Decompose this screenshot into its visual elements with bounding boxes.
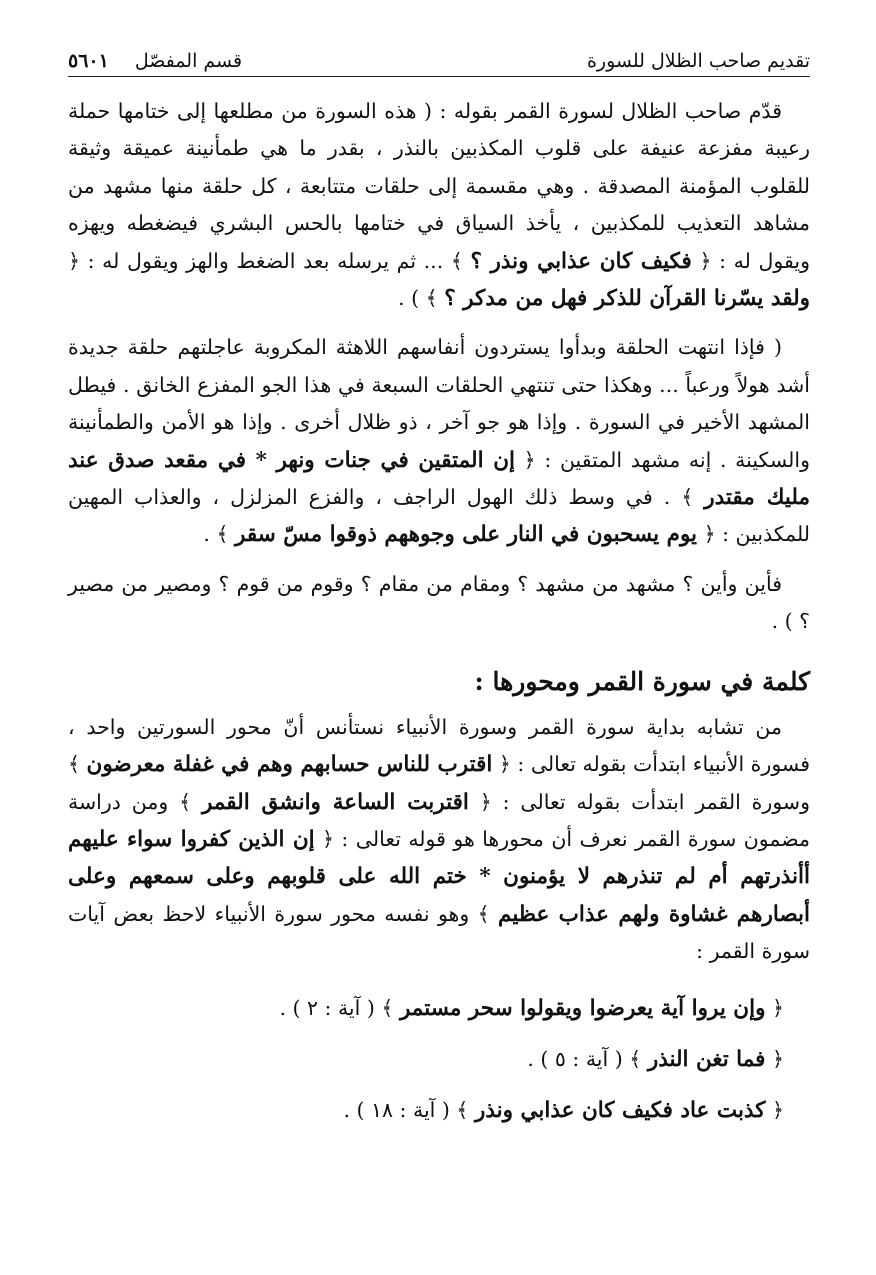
intro-paragraph-2 — [68, 329, 810, 553]
quran-quote: ولقد يسّرنا القرآن للذكر فهل من مدكر ؟ — [444, 286, 810, 312]
intro-text: ﴾ ... ثم يرسله بعد الضغط والهز ويقول له : ﴿ — [68, 248, 463, 273]
intro-text: ( فإذا انتهت الحلقة وبدأوا يستردون أنفاسهم اللاهثة المكروبة عاجلتهم حلقة جديدة أشد هولاً ورعباً ... وهكذا حتى تنتهي الحلقات السبعة في هذا الجو المفزع الخانق . فيطل المشهد الأخير في السورة . وإذا هو جو آخر ، ذو ظلال أخرى . وإذا هو الأمن والطمأنينة والسكينة . إنه مشهد المتقين : ﴿ — [68, 335, 810, 472]
ornate-bracket-close: ﴾ — [456, 1097, 469, 1122]
ornate-bracket-close: ﴾ — [381, 995, 394, 1020]
section-text: من تشابه بداية سورة القمر وسورة الأنبياء نستأنس أنّ محور السورتين واحد ، فسورة الأنبياء ابتدأت بقوله تعالى : ﴿ — [68, 714, 810, 777]
ornate-bracket-open: ﴿ — [771, 995, 784, 1020]
quran-quote: إن الذين كفروا سواء عليهم أأنذرتهم أم لم تنذرهم لا يؤمنون * ختم الله على قلوبهم وعلى سمعهم وعلى أبصارهم غشاوة ولهم عذاب عظيم — [68, 826, 810, 927]
verse-line — [68, 1085, 810, 1136]
ornate-bracket-open: ﴿ — [771, 1046, 784, 1071]
verse-text: فما تغن النذر — [647, 1046, 766, 1072]
verse-text: كذبت عاد فكيف كان عذابي ونذر — [474, 1097, 766, 1123]
intro-text: ﴾ . في وسط ذلك الهول الراجف ، والفزع المزلزل ، والعذاب المهين للمكذبين : ﴿ — [68, 485, 810, 547]
intro-paragraph-3 — [68, 566, 810, 641]
section-heading: كلمة في سورة القمر ومحورها : — [474, 666, 810, 696]
page-header — [68, 38, 810, 77]
section-name: قسم المفصّل — [134, 50, 243, 72]
intro-text: فأين وأين ؟ مشهد من مشهد ؟ ومقام من مقام ؟ وقوم من قوم ؟ ومصير من مصير ؟ ) . — [68, 571, 810, 634]
page-body — [68, 93, 810, 1136]
quran-quote: إن المتقين في جنات ونهر * في مقعد صدق عند مليك مقتدر — [68, 447, 810, 511]
page-number: ٥٦٠١ — [68, 50, 109, 72]
verse-ref: ( آية : ٢ ) . — [279, 995, 375, 1020]
section-text: ﴾ ومن دراسة مضمون سورة القمر نعرف أن محورها هو قوله تعالى : ﴿ — [68, 789, 810, 851]
verse-text: وإن يروا آية يعرضوا ويقولوا سحر مستمر — [399, 995, 766, 1021]
section-paragraph — [68, 709, 810, 971]
book-page — [68, 38, 810, 1136]
section-text: ﴾ وسورة القمر ابتدأت بقوله تعالى : ﴿ — [67, 752, 810, 814]
running-title: تقديم صاحب الظلال للسورة — [586, 50, 810, 72]
quran-quote: اقتربت الساعة وانشق القمر — [201, 789, 469, 815]
section-text: ﴾ وهو نفسه محور سورة الأنبياء لاحظ بعض آيات سورة القمر : — [68, 901, 810, 964]
intro-text: ﴾ . — [203, 522, 229, 547]
intro-text: قدّم صاحب الظلال لسورة القمر بقوله : ( هذه السورة من مطلعها إلى ختامها حملة رعيبة مفزعة عنيفة على قلوب المكذبين بالنذر ، بقدر ما هي طمأنينة عميقة وثيقة للقلوب المؤمنة المصدقة . وهي مقسمة إلى حلقات متتابعة ، كل حلقة منها مشهد من مشاهد التعذيب للمكذبين ، يأخذ السياق في ختامها بالحس البشري فيضغطه ويهزه ويقول له : ﴿ — [68, 99, 810, 273]
ornate-bracket-close: ﴾ — [629, 1046, 642, 1071]
intro-paragraph-1 — [68, 93, 810, 317]
intro-text: ﴾ ) . — [398, 286, 438, 311]
quran-quote: يوم يسحبون في النار على وجوههم ذوقوا مسّ سقر — [234, 522, 698, 548]
verse-ref: ( آية : ٥ ) . — [527, 1046, 623, 1071]
header-left-group — [68, 50, 242, 72]
verse-line — [68, 1034, 810, 1085]
verse-ref: ( آية : ١٨ ) . — [343, 1097, 450, 1122]
ornate-bracket-open: ﴿ — [771, 1097, 784, 1122]
quran-quote: اقترب للناس حسابهم وهم في غفلة معرضون — [86, 752, 493, 778]
verse-line — [68, 983, 810, 1034]
quran-quote: فكيف كان عذابي ونذر ؟ — [470, 248, 692, 274]
